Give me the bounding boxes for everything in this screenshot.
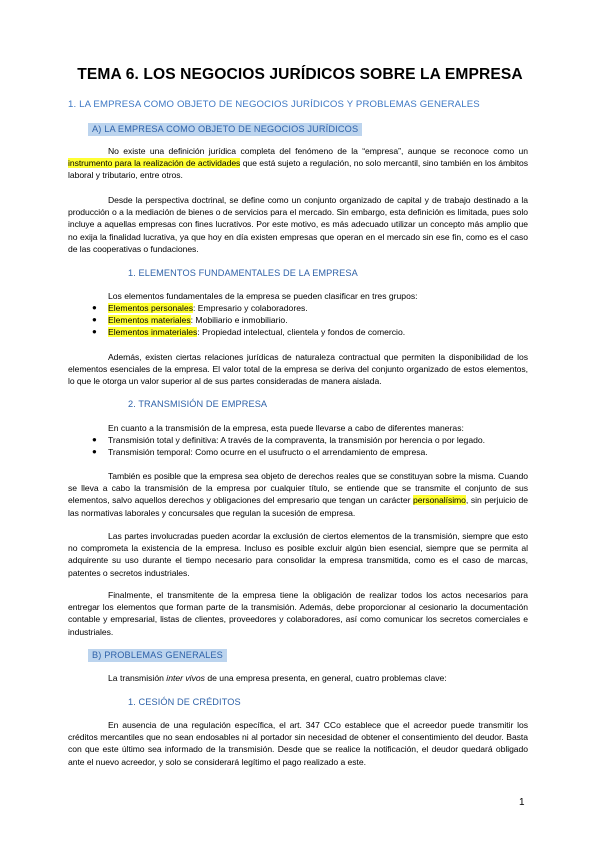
bullet-icon: ● bbox=[92, 435, 97, 444]
paragraph-2 bbox=[68, 194, 528, 255]
paragraph-9 bbox=[108, 673, 447, 683]
paragraph-4 bbox=[68, 351, 528, 388]
element-3-desc: : Propiedad intelectual, clientela y fondos de comercio. bbox=[197, 327, 406, 337]
element-1-desc: : Empresario y colaboradores. bbox=[193, 303, 308, 313]
paragraph-3: Los elementos fundamentales de la empresa se pueden clasificar en tres grupos: bbox=[108, 291, 418, 301]
p9-text-b: de una empresa presenta, en general, cuatro problemas clave: bbox=[204, 673, 447, 683]
page-title: TEMA 6. LOS NEGOCIOS JURÍDICOS SOBRE LA EMPRESA bbox=[77, 66, 523, 83]
page-number: 1 bbox=[519, 797, 525, 808]
paragraph-8 bbox=[68, 589, 528, 638]
p8-text: Finalmente, el transmitente de la empresa tiene la obligación de realizar todos los actos necesarios para entregar los elementos que forman parte de la transmisión. Además, debe proporcionar al cesionario la documentación contable y empresarial, listas de clientes, proveedores y colaboradores, así como comunicar los secretos comerciales e industriales. bbox=[68, 590, 528, 637]
p1-text-b: que está sujeto a regulación, no solo mercantil, sino también en los ámbitos laboral y tributario, entre otros. bbox=[68, 158, 529, 181]
transmission-item-1: Transmisión total y definitiva: A través de la compraventa, la transmisión por herencia o por legado. bbox=[108, 435, 486, 445]
transmission-item-2: Transmisión temporal: Como ocurre en el usufructo o el arrendamiento de empresa. bbox=[108, 447, 428, 457]
paragraph-1 bbox=[68, 145, 528, 182]
p9-text-a: La transmisión bbox=[108, 673, 167, 683]
heading-1: 1. LA EMPRESA COMO OBJETO DE NEGOCIOS JURÍDICOS Y PROBLEMAS GENERALES bbox=[68, 99, 480, 110]
subheading-cesion: 1. CESIÓN DE CRÉDITOS bbox=[128, 697, 241, 707]
subheading-transmision: 2. TRANSMISIÓN DE EMPRESA bbox=[128, 399, 268, 409]
p10-text: En ausencia de una regulación específica, el art. 347 CCo establece que el acreedor puede transmitir los créditos mercantiles que no sean endosables ni al portador sin necesidad de obtener el consentimiento del deudor. Basta con que este último sea informado de la transmisión. Desde que se realice la notificación, el deudor quedará obligado ante el nuevo acreedor, y solo se considerará legítimo el pago realizado a este. bbox=[68, 720, 528, 767]
bullet-icon: ● bbox=[92, 303, 97, 312]
element-3-label: Elementos inmateriales bbox=[108, 327, 198, 337]
element-item-1 bbox=[108, 303, 308, 313]
p2-text: Desde la perspectiva doctrinal, se define como un conjunto organizado de capital y de trabajo destinado a la producción o a la mediación de bienes o de servicios para el mercado. Sin embargo, esta definición es limitada, pues solo incluye a aquellas empresas con fines lucrativos. Por este motivo, es más adecuado utilizar un concepto más amplio que no exija la finalidad lucrativa, ya que hoy en día existen empresas que operan en el mercado sin ese fin, como es el caso de las cooperativas o fundaciones. bbox=[68, 195, 528, 254]
element-2-desc: : Mobiliario e inmobiliario. bbox=[190, 315, 288, 325]
bullet-icon: ● bbox=[92, 447, 97, 456]
p1-highlight: instrumento para la realización de actividades bbox=[68, 158, 241, 169]
section-a-label: A) LA EMPRESA COMO OBJETO DE NEGOCIOS JURÍDICOS bbox=[88, 123, 362, 136]
paragraph-7 bbox=[68, 530, 528, 579]
section-a-heading bbox=[88, 124, 362, 134]
p4-text: Además, existen ciertas relaciones jurídicas de naturaleza contractual que permiten la disponibilidad de los elementos esenciales de la empresa. El valor total de la empresa se deriva del conjunto organizado de estos elementos, lo que le otorga un valor superior al de sus partes consideradas de manera aislada. bbox=[68, 352, 528, 387]
paragraph-6 bbox=[68, 470, 528, 519]
p9-italic: inter vivos bbox=[166, 673, 205, 683]
bullet-icon: ● bbox=[92, 327, 97, 336]
element-2-label: Elementos materiales bbox=[108, 315, 191, 325]
subheading-elementos: 1. ELEMENTOS FUNDAMENTALES DE LA EMPRESA bbox=[128, 268, 358, 278]
element-item-3 bbox=[108, 327, 405, 337]
paragraph-5: En cuanto a la transmisión de la empresa, esta puede llevarse a cabo de diferentes maneras: bbox=[108, 423, 464, 433]
p1-text-a: No existe una definición jurídica completa del fenómeno de la “empresa”, aunque se reconoce como un bbox=[108, 146, 528, 156]
p7-text: Las partes involucradas pueden acordar la exclusión de ciertos elementos de la transmisión, siempre que esto no comprometa la existencia de la empresa. Incluso es posible excluir algún bien esencial, siempre que se permita al adquirente su uso durante el tiempo necesario para consolidar la empresa transmitida, como es el caso de marcas, patentes o secretos industriales. bbox=[68, 531, 528, 578]
section-b-heading bbox=[88, 650, 227, 660]
section-b-label: B) PROBLEMAS GENERALES bbox=[88, 649, 227, 662]
element-item-2 bbox=[108, 315, 288, 325]
bullet-icon: ● bbox=[92, 315, 97, 324]
paragraph-10 bbox=[68, 719, 528, 768]
p6-text-b: , sin perjuicio de las normativas laborales y concursales que regulan la sucesión de empresa. bbox=[68, 495, 528, 518]
p6-highlight: personalísimo bbox=[413, 495, 466, 506]
element-1-label: Elementos personales bbox=[108, 303, 194, 313]
p6-text-a: También es posible que la empresa sea objeto de derechos reales que se constituyan sobre la misma. Cuando se lleva a cabo la transmisión de la empresa por cualquier título, se entiende que se transmite el conjunto de sus elementos, salvo aquellos derechos y obligaciones del empresario que tengan un carácter bbox=[68, 471, 528, 506]
